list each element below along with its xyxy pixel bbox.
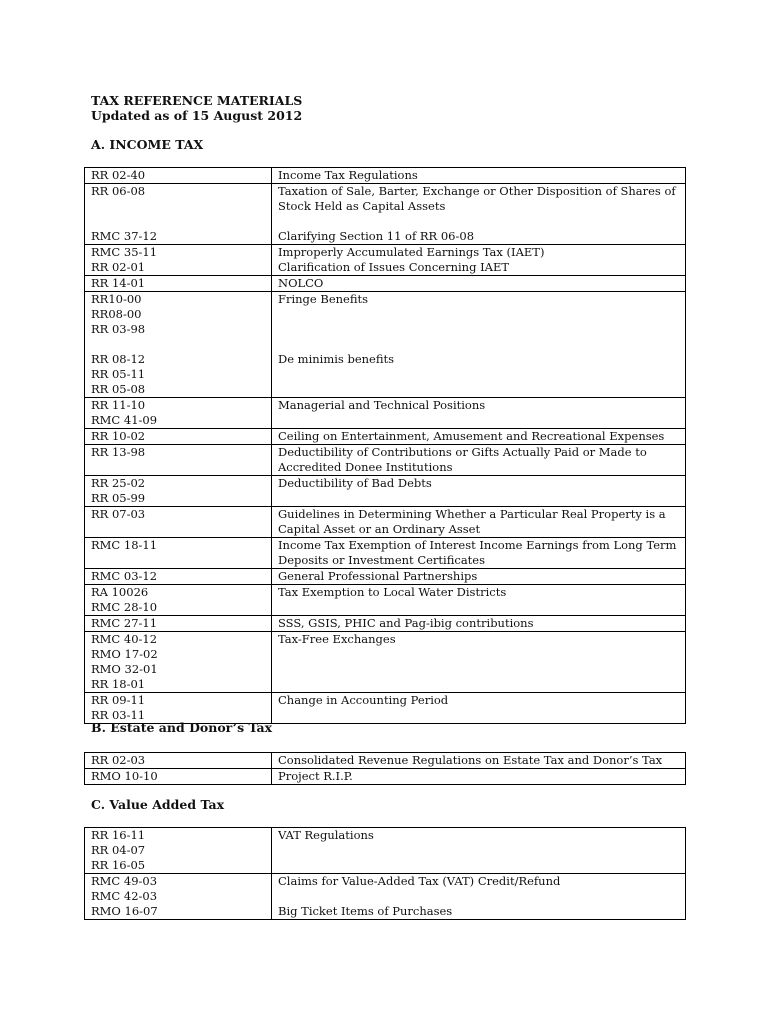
description-cell (272, 245, 686, 276)
reference-cell (85, 429, 272, 445)
reference-description: NOLCO (278, 276, 324, 290)
description-cell (272, 616, 686, 632)
reference-description (278, 600, 679, 615)
reference-description: Income Tax Exemption of Interest Income Earnings from Long Term (278, 538, 677, 552)
reference-code (91, 337, 265, 352)
reference-code: RMC 37-12 (91, 229, 158, 243)
reference-code: RMO 10-10 (91, 769, 158, 783)
reference-code (91, 522, 265, 537)
document-title: TAX REFERENCE MATERIALS (91, 93, 303, 108)
reference-description: Managerial and Technical Positions (278, 398, 486, 412)
reference-cell (85, 769, 272, 785)
reference-code: RMC 40-12 (91, 632, 158, 646)
description-cell (272, 585, 686, 616)
reference-cell (85, 538, 272, 569)
table-row (85, 828, 686, 874)
description-cell (272, 184, 686, 245)
reference-code: RR 03-98 (91, 322, 146, 336)
description-cell (272, 753, 686, 769)
reference-description (278, 662, 679, 677)
table-row (85, 168, 686, 184)
reference-code: RA 10026 (91, 585, 149, 599)
reference-description: Accredited Donee Institutions (278, 460, 453, 474)
reference-description: VAT Regulations (278, 828, 374, 842)
reference-cell (85, 632, 272, 693)
reference-code: RR 05-11 (91, 367, 146, 381)
reference-code: RR 06-08 (91, 184, 146, 198)
reference-code: RR 07-03 (91, 507, 146, 521)
reference-code: RR 14-01 (91, 276, 146, 290)
reference-code: RMC 35-11 (91, 245, 158, 259)
table-row (85, 398, 686, 429)
reference-code: RR 02-01 (91, 260, 146, 274)
reference-description (278, 307, 679, 322)
reference-cell (85, 276, 272, 292)
reference-description (278, 367, 679, 382)
description-cell (272, 828, 686, 874)
reference-code: RR 16-05 (91, 858, 146, 872)
reference-cell (85, 292, 272, 398)
description-cell (272, 507, 686, 538)
section-heading-a: A. INCOME TAX (91, 137, 204, 152)
reference-description (278, 491, 679, 506)
reference-description (278, 843, 679, 858)
table-row (85, 616, 686, 632)
reference-code: RMO 32-01 (91, 662, 158, 676)
table-row (85, 693, 686, 724)
reference-description: Change in Accounting Period (278, 693, 449, 707)
reference-cell (85, 184, 272, 245)
reference-description: Stock Held as Capital Assets (278, 199, 446, 213)
reference-description: Deductibility of Bad Debts (278, 476, 432, 490)
reference-cell (85, 476, 272, 507)
description-cell (272, 538, 686, 569)
table-row (85, 276, 686, 292)
reference-cell (85, 585, 272, 616)
reference-code: RMC 03-12 (91, 569, 158, 583)
reference-code: RR 04-07 (91, 843, 146, 857)
reference-code: RMC 41-09 (91, 413, 158, 427)
reference-description: General Professional Partnerships (278, 569, 478, 583)
document-updated: Updated as of 15 August 2012 (91, 108, 303, 123)
reference-description: Capital Asset or an Ordinary Asset (278, 522, 481, 536)
reference-code: RMC 42-03 (91, 889, 158, 903)
description-cell (272, 398, 686, 429)
reference-description: Guidelines in Determining Whether a Particular Real Property is a (278, 507, 666, 521)
table-row (85, 585, 686, 616)
reference-description: Consolidated Revenue Regulations on Estate Tax and Donor’s Tax (278, 753, 663, 767)
description-cell (272, 693, 686, 724)
table-row (85, 632, 686, 693)
reference-code: RR 09-11 (91, 693, 146, 707)
reference-code: RMO 17-02 (91, 647, 158, 661)
reference-cell (85, 245, 272, 276)
reference-description (278, 214, 679, 229)
description-cell (272, 632, 686, 693)
reference-code (91, 214, 265, 229)
reference-description: Clarification of Issues Concerning IAET (278, 260, 510, 274)
reference-code (91, 199, 265, 214)
reference-description: Improperly Accumulated Earnings Tax (IAET) (278, 245, 545, 259)
description-cell (272, 168, 686, 184)
reference-code: RR 10-02 (91, 429, 146, 443)
reference-cell (85, 616, 272, 632)
description-cell (272, 874, 686, 920)
description-cell (272, 292, 686, 398)
reference-description: Tax-Free Exchanges (278, 632, 396, 646)
reference-description: Taxation of Sale, Barter, Exchange or Other Disposition of Shares of (278, 184, 676, 198)
reference-description: Deposits or Investment Certificates (278, 553, 486, 567)
reference-description: Big Ticket Items of Purchases (278, 904, 453, 918)
description-cell (272, 429, 686, 445)
table-row (85, 184, 686, 245)
description-cell (272, 276, 686, 292)
reference-description: SSS, GSIS, PHIC and Pag-ibig contributions (278, 616, 534, 630)
reference-code: RR 25-02 (91, 476, 146, 490)
reference-cell (85, 874, 272, 920)
table-row (85, 874, 686, 920)
reference-code: RR 13-98 (91, 445, 146, 459)
reference-code: RR 03-11 (91, 708, 146, 722)
description-cell (272, 569, 686, 585)
reference-cell (85, 828, 272, 874)
description-cell (272, 476, 686, 507)
table-row (85, 429, 686, 445)
section-heading-c: C. Value Added Tax (91, 797, 225, 812)
reference-description (278, 708, 679, 723)
reference-code: RR 02-03 (91, 753, 146, 767)
reference-code: RMC 28-10 (91, 600, 158, 614)
table-row (85, 769, 686, 785)
reference-cell (85, 507, 272, 538)
reference-code: RR 02-40 (91, 168, 146, 182)
estate-donors-tax-table (84, 752, 686, 785)
reference-cell (85, 445, 272, 476)
reference-description (278, 647, 679, 662)
table-row (85, 569, 686, 585)
reference-code: RR 16-11 (91, 828, 146, 842)
reference-code: RMO 16-07 (91, 904, 158, 918)
reference-description: Income Tax Regulations (278, 168, 418, 182)
section-heading-b: B. Estate and Donor’s Tax (91, 720, 273, 735)
reference-description: Deductibility of Contributions or Gifts Actually Paid or Made to (278, 445, 647, 459)
reference-code: RR 11-10 (91, 398, 146, 412)
reference-code: RR08-00 (91, 307, 142, 321)
reference-code: RMC 18-11 (91, 538, 158, 552)
reference-code: RR 05-08 (91, 382, 146, 396)
reference-cell (85, 753, 272, 769)
reference-description (278, 889, 679, 904)
table-row (85, 538, 686, 569)
reference-description (278, 337, 679, 352)
description-cell (272, 769, 686, 785)
reference-description (278, 382, 679, 397)
reference-description: Project R.I.P. (278, 769, 353, 783)
description-cell (272, 445, 686, 476)
table-row (85, 445, 686, 476)
reference-code: RMC 49-03 (91, 874, 158, 888)
reference-code (91, 553, 265, 568)
value-added-tax-table (84, 827, 686, 920)
reference-code: RR 18-01 (91, 677, 146, 691)
reference-description: Claims for Value-Added Tax (VAT) Credit/Refund (278, 874, 561, 888)
reference-cell (85, 693, 272, 724)
table-row (85, 753, 686, 769)
reference-description (278, 413, 679, 428)
reference-code: RR 08-12 (91, 352, 146, 366)
reference-cell (85, 168, 272, 184)
reference-description: Fringe Benefits (278, 292, 369, 306)
table-row (85, 507, 686, 538)
reference-cell (85, 398, 272, 429)
income-tax-table (84, 167, 686, 724)
reference-description (278, 677, 679, 692)
table-row (85, 292, 686, 398)
reference-code: RR 05-99 (91, 491, 146, 505)
reference-code (91, 460, 265, 475)
reference-description (278, 322, 679, 337)
reference-description: Ceiling on Entertainment, Amusement and Recreational Expenses (278, 429, 665, 443)
reference-cell (85, 569, 272, 585)
reference-description: De minimis benefits (278, 352, 395, 366)
reference-description (278, 858, 679, 873)
reference-code: RMC 27-11 (91, 616, 158, 630)
table-row (85, 476, 686, 507)
table-row (85, 245, 686, 276)
reference-code: RR10-00 (91, 292, 142, 306)
reference-description: Tax Exemption to Local Water Districts (278, 585, 507, 599)
reference-description: Clarifying Section 11 of RR 06-08 (278, 229, 475, 243)
